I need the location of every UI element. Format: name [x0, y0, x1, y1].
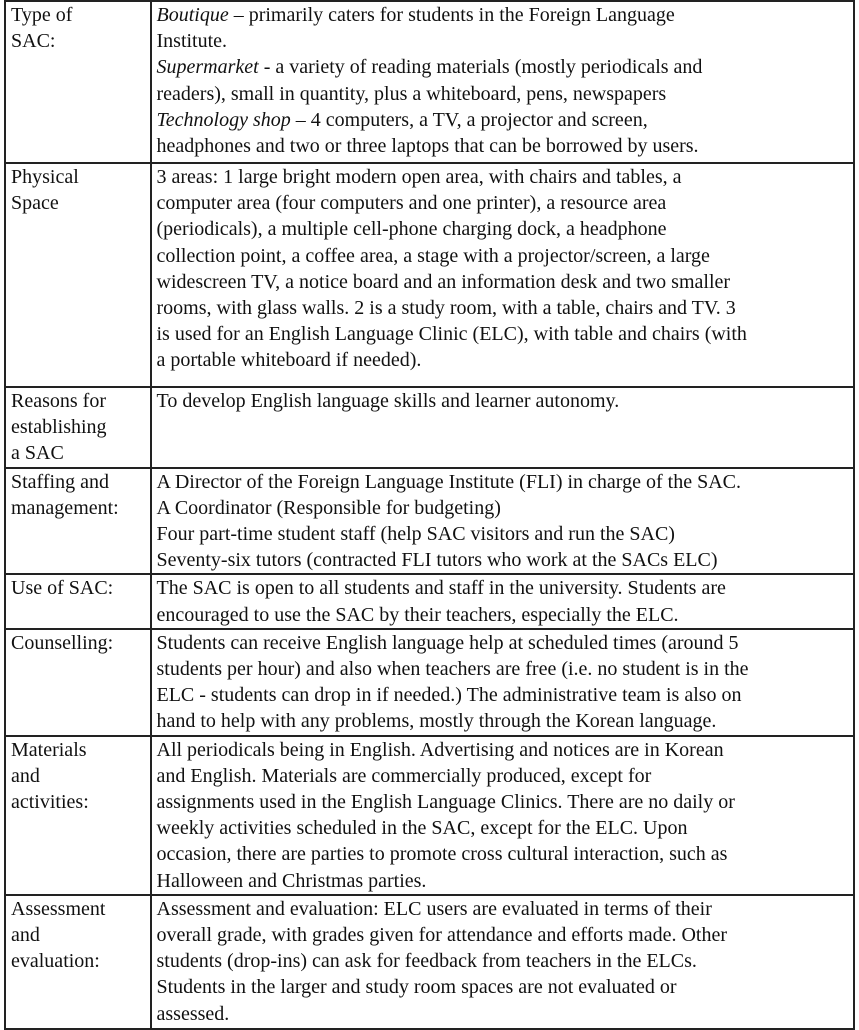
content-line — [157, 708, 850, 734]
table-row — [5, 736, 854, 895]
content-line — [157, 164, 850, 190]
content-text: Students in the larger and study room spaces are not evaluated or — [156, 976, 677, 999]
table-row — [5, 1, 854, 163]
content-line — [157, 948, 850, 974]
content-text: Seventy-six tutors (contracted FLI tutors who work at the SACs ELC) — [156, 549, 718, 572]
row-label-line: and — [11, 924, 40, 947]
row-label-cell — [5, 387, 151, 468]
table-row — [5, 468, 854, 575]
row-content-cell — [151, 736, 855, 895]
content-line — [157, 575, 850, 601]
content-line — [157, 922, 850, 948]
row-label-line: Counselling: — [11, 631, 114, 654]
content-text: headphones and two or three laptops that can be borrowed by users. — [156, 135, 699, 158]
content-line — [157, 868, 850, 894]
content-text: To develop English language skills and learner autonomy. — [156, 390, 620, 412]
content-line — [157, 682, 850, 708]
content-text: Assessment and evaluation: ELC users are evaluated in terms of their — [156, 897, 712, 920]
content-line — [157, 133, 850, 159]
content-line — [157, 347, 850, 373]
row-label-line: Type of — [11, 4, 73, 26]
content-line — [157, 630, 850, 656]
content-line — [157, 269, 850, 295]
content-text: Four part-time student staff (help SAC visitors and run the SAC) — [156, 523, 675, 546]
row-content-cell — [151, 629, 855, 736]
content-line — [157, 896, 850, 922]
content-text: collection point, a coffee area, a stage with a projector/screen, a large — [156, 244, 710, 267]
row-label-line: and — [11, 764, 40, 787]
row-label-line: Space — [11, 192, 59, 215]
content-line — [157, 763, 850, 789]
content-line — [157, 656, 850, 682]
sac-type-term: Boutique — [156, 4, 229, 26]
row-content-cell — [151, 895, 855, 1029]
content-line — [157, 547, 850, 573]
content-line — [157, 469, 850, 495]
row-content-cell — [151, 574, 855, 628]
content-text: encouraged to use the SAC by their teachers, especially the ELC. — [156, 603, 679, 626]
content-text: widescreen TV, a notice board and an information desk and two smaller — [156, 270, 731, 293]
row-label-line: evaluation: — [11, 950, 100, 973]
content-text: – 4 computers, a TV, a projector and screen, — [290, 108, 648, 131]
content-text: occasion, there are parties to promote cross cultural interaction, such as — [156, 843, 728, 866]
content-text: readers), small in quantity, plus a whiteboard, pens, newspapers — [156, 82, 667, 105]
content-text: computer area (four computers and one printer), a resource area — [156, 192, 667, 215]
content-line — [157, 974, 850, 1000]
table-row — [5, 387, 854, 468]
content-text: overall grade, with grades given for attendance and efforts made. Other — [156, 924, 728, 947]
content-text: is used for an English Language Clinic (ELC), with table and chairs (with — [156, 323, 747, 346]
content-text: – primarily caters for students in the Foreign Language — [228, 4, 675, 26]
row-label-cell — [5, 574, 151, 628]
content-line — [157, 216, 850, 242]
table-row — [5, 895, 854, 1029]
row-label-line: activities: — [11, 791, 89, 814]
row-label-line: SAC: — [11, 30, 56, 53]
row-label-line: Physical — [11, 166, 79, 188]
content-text: ELC - students can drop in if needed.) The administrative team is also on — [156, 684, 742, 707]
row-content-cell — [151, 1, 855, 163]
content-line — [157, 2, 850, 28]
content-line — [157, 28, 850, 54]
content-text: Students can receive English language help at scheduled times (around 5 — [156, 631, 739, 654]
row-label-cell — [5, 163, 151, 387]
table-row — [5, 574, 854, 628]
row-label-cell — [5, 629, 151, 736]
sac-type-term: Technology shop — [156, 108, 291, 131]
content-text: weekly activities scheduled in the SAC, except for the ELC. Upon — [156, 817, 688, 840]
content-text: A Director of the Foreign Language Institute (FLI) in charge of the SAC. — [156, 470, 741, 493]
table-row — [5, 163, 854, 387]
content-line — [157, 841, 850, 867]
row-label-line: a SAC — [11, 442, 64, 465]
row-label-cell — [5, 1, 151, 163]
content-line — [157, 495, 850, 521]
content-line — [157, 815, 850, 841]
row-label-cell — [5, 468, 151, 575]
content-text: The SAC is open to all students and staff in the university. Students are — [156, 577, 726, 600]
row-label-line: Reasons for — [11, 390, 106, 412]
content-text: rooms, with glass walls. 2 is a study room, with a table, chairs and TV. 3 — [156, 297, 736, 320]
content-text: hand to help with any problems, mostly through the Korean language. — [156, 710, 717, 733]
content-text: a portable whiteboard if needed). — [156, 349, 422, 372]
row-label-cell — [5, 736, 151, 895]
content-text: assessed. — [156, 1002, 230, 1025]
row-label-line: Materials — [11, 738, 87, 761]
content-line — [157, 737, 850, 763]
sac-table — [4, 0, 855, 1030]
content-line — [157, 107, 850, 133]
content-text: Institute. — [156, 30, 228, 53]
content-text: assignments used in the English Language Clinics. There are no daily or — [156, 791, 735, 814]
row-label-line: Staffing and — [11, 470, 109, 493]
row-label-line: Assessment — [11, 897, 106, 920]
content-text: and English. Materials are commercially produced, except for — [156, 764, 652, 787]
row-label-cell — [5, 895, 151, 1029]
content-line — [157, 602, 850, 628]
content-line — [157, 789, 850, 815]
content-line — [157, 521, 850, 547]
content-text: students (drop-ins) can ask for feedback from teachers in the ELCs. — [156, 950, 697, 973]
row-content-cell — [151, 163, 855, 387]
content-line — [157, 54, 850, 80]
row-label-line: management: — [11, 496, 119, 519]
sac-table-body — [5, 1, 854, 1029]
row-content-cell — [151, 468, 855, 575]
content-text: - a variety of reading materials (mostly periodicals and — [258, 56, 703, 79]
row-content-cell — [151, 387, 855, 468]
row-label-line: Use of SAC: — [11, 577, 114, 600]
content-text: students per hour) and also when teachers are free (i.e. no student is in the — [156, 658, 749, 681]
content-line — [157, 295, 850, 321]
content-text: (periodicals), a multiple cell-phone charging dock, a headphone — [156, 218, 667, 241]
content-line — [157, 190, 850, 216]
content-text: Halloween and Christmas parties. — [156, 869, 427, 892]
sac-type-term: Supermarket — [156, 56, 259, 79]
content-text: 3 areas: 1 large bright modern open area, with chairs and tables, a — [156, 166, 682, 188]
content-text: All periodicals being in English. Advertising and notices are in Korean — [156, 738, 724, 761]
content-line — [157, 81, 850, 107]
content-text: A Coordinator (Responsible for budgeting) — [156, 496, 501, 519]
content-line — [157, 243, 850, 269]
row-label-line: establishing — [11, 416, 107, 439]
content-line — [157, 388, 850, 414]
table-row — [5, 629, 854, 736]
content-line — [157, 321, 850, 347]
